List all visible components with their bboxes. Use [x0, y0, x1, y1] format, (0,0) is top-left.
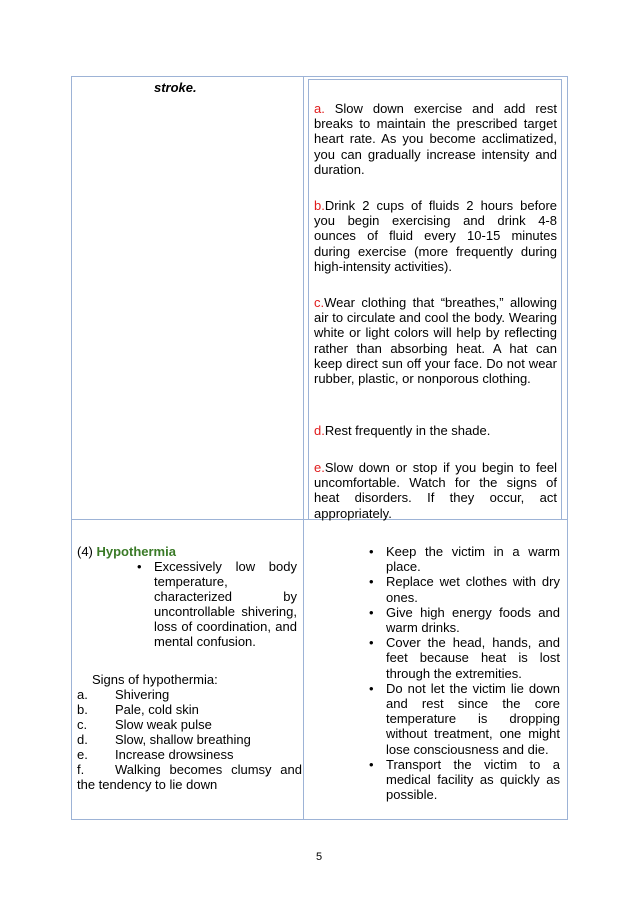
signs-title: Signs of hypothermia: [92, 672, 218, 687]
prevention-item-c [314, 295, 557, 386]
definition-text: Excessively low body temperature, characterized by uncontrollable shivering, loss of coordination, and mental confusion. [154, 559, 297, 649]
sign-text: Increase drowsiness [115, 747, 234, 762]
sign-text: Shivering [115, 687, 170, 702]
first-aid-item [369, 756, 560, 803]
first-aid-text: Replace wet clothes with dry ones. [386, 574, 560, 605]
hypothermia-heading: Hypothermia [96, 544, 176, 559]
first-aid-list [369, 544, 560, 803]
bullet-icon: • [369, 604, 374, 620]
definition-item [137, 559, 297, 649]
item-text: Wear clothing that “breathes,” allowing air to circulate and cool the body. Wearing white or light colors will help by reflecting rather than absorbing heat. A hat can keep direct sun off your face. Do not wear rubber, plastic, or nonporous clothing. [314, 295, 557, 387]
sign-text: Slow, shallow breathing [115, 732, 251, 747]
sign-letter: e. [77, 747, 88, 762]
sign-letter: a. [77, 687, 88, 702]
sign-letter: c. [77, 717, 88, 732]
sign-letter: b. [77, 702, 88, 717]
item-letter: a. [314, 101, 325, 116]
sign-item-continuation: the tendency to lie down [77, 777, 218, 792]
item-text: Drink 2 cups of fluids 2 hours before you begin exercising and drink 4-8 ounces of fluid every 10-15 minutes during exercise (more frequently during high-intensity activities). [314, 198, 557, 274]
prevention-item-b [314, 198, 557, 274]
item-letter: b. [314, 198, 325, 213]
item-letter: e. [314, 460, 325, 475]
inner-cell-right-border [561, 79, 562, 519]
inner-cell-top-border [308, 79, 561, 80]
table-right-border [567, 76, 568, 820]
first-aid-text: Do not let the victim lie down and rest since the core temperature is dropping without treatment, one might lose consciousness and die. [386, 680, 560, 757]
item-text: Slow down exercise and add rest breaks to maintain the prescribed target heart rate. As you become acclimatized, you can gradually increase intensity and duration. [314, 101, 557, 177]
sign-letter: d. [77, 732, 88, 747]
bullet-icon: • [369, 680, 374, 696]
first-aid-item [369, 635, 560, 681]
sign-letter: f. [77, 762, 85, 777]
bullet-icon: • [369, 635, 374, 651]
table-top-border [71, 76, 568, 77]
item-text: Slow down or stop if you begin to feel uncomfortable. Watch for the signs of heat disorders. If they occur, act appropriately. [314, 460, 557, 521]
first-aid-text: Cover the head, hands, and feet because heat is lost through the extremities. [386, 635, 560, 681]
sign-text: Slow weak pulse [115, 717, 212, 732]
first-aid-item [369, 544, 560, 575]
sign-text: Walking becomes clumsy and [115, 762, 302, 777]
item-letter: d. [314, 423, 325, 438]
first-aid-item [369, 604, 560, 636]
inner-cell-left-border [308, 79, 309, 519]
bullet-icon: • [369, 756, 374, 772]
table-bottom-border [71, 819, 568, 820]
prevention-item-a [314, 101, 557, 177]
table-left-border [71, 76, 72, 820]
first-aid-item [369, 680, 560, 757]
first-aid-text: Keep the victim in a warm place. [386, 544, 560, 575]
section-heading [77, 544, 176, 559]
first-aid-text: Transport the victim to a medical facility as quickly as possible. [386, 756, 560, 803]
first-aid-item [369, 574, 560, 605]
item-text: Rest frequently in the shade. [324, 423, 491, 438]
prevention-item-d [314, 423, 557, 438]
bullet-icon: • [369, 544, 374, 559]
column-divider [303, 76, 304, 820]
first-aid-text: Give high energy foods and warm drinks. [386, 604, 560, 636]
prevention-item-e [314, 460, 557, 521]
bullet-icon: • [369, 574, 374, 590]
item-letter: c. [314, 295, 325, 310]
definition-list [137, 559, 297, 649]
section-number: (4) [77, 544, 97, 559]
bullet-icon: • [137, 559, 142, 574]
page-number: 5 [315, 851, 323, 863]
sign-text: Pale, cold skin [115, 702, 199, 717]
previous-cell-fragment: stroke. [154, 80, 197, 95]
